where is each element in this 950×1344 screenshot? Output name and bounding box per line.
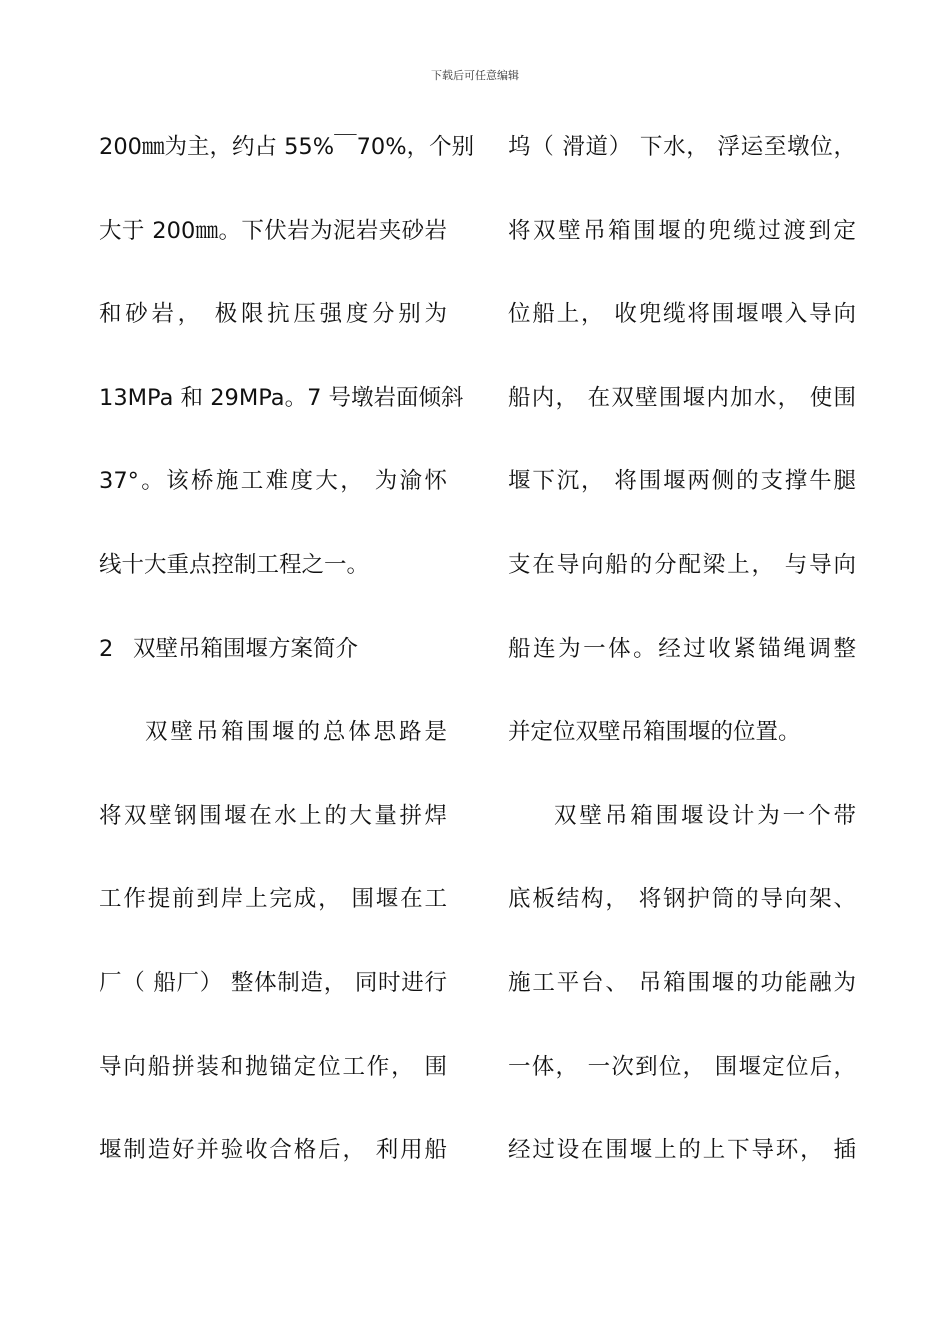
text-line: 船内， 在双壁围堰内加水， 使围 xyxy=(508,384,856,411)
text-line: 船连为一体。经过收紧锚绳调整 xyxy=(508,635,856,662)
text-line: 双壁吊箱围堰的总体思路是 xyxy=(145,719,447,746)
text-line: 并定位双壁吊箱围堰的位置。 xyxy=(508,719,801,746)
text-line: 双壁吊箱围堰设计为一个带 xyxy=(554,802,856,829)
text-line: 大于 200㎜。下伏岩为泥岩夹砂岩 xyxy=(99,217,447,244)
text-line: 坞（ 滑道） 下水， 浮运至墩位， xyxy=(508,134,856,160)
text-line: 堰制造好并验收合格后， 利用船 xyxy=(99,1137,447,1164)
text-line: 37°。该桥施工难度大， 为渝怀 xyxy=(99,468,447,495)
text-line: 导向船拼装和抛锚定位工作， 围 xyxy=(99,1053,447,1080)
left-column xyxy=(99,125,475,1212)
text-line: 将双壁吊箱围堰的兜缆过渡到定 xyxy=(508,217,856,244)
text-line: 经过设在围堰上的上下导环， 插 xyxy=(508,1137,856,1164)
text-line: 将双壁钢围堰在水上的大量拼焊 xyxy=(99,802,447,829)
section-title: 双壁吊箱围堰方案简介 xyxy=(133,635,359,662)
text-line: 200㎜为主，约占 55%￣70%，个别 xyxy=(99,134,475,160)
text-line: 底板结构， 将钢护筒的导向架、 xyxy=(508,886,856,913)
page-header: 下载后可任意编辑 xyxy=(431,69,519,82)
text-line: 工作提前到岸上完成， 围堰在工 xyxy=(99,886,447,913)
text-line: 支在导向船的分配梁上， 与导向 xyxy=(508,551,856,578)
text-line: 堰下沉， 将围堰两侧的支撑牛腿 xyxy=(508,468,856,495)
text-line: 线十大重点控制工程之一。 xyxy=(99,551,370,578)
section-heading xyxy=(99,627,447,711)
section-number: 2 xyxy=(99,635,114,662)
text-line: 位船上， 收兜缆将围堰喂入导向 xyxy=(508,301,856,328)
text-line: 一体， 一次到位， 围堰定位后， xyxy=(508,1053,856,1080)
text-line: 13MPa 和 29MPa。7 号墩岩面倾斜 xyxy=(99,384,464,411)
text-line: 施工平台、 吊箱围堰的功能融为 xyxy=(508,969,856,996)
text-line: 厂（ 船厂） 整体制造， 同时进行 xyxy=(99,969,447,996)
right-column xyxy=(508,125,856,1212)
text-line: 和砂岩， 极限抗压强度分别为 xyxy=(99,301,447,328)
